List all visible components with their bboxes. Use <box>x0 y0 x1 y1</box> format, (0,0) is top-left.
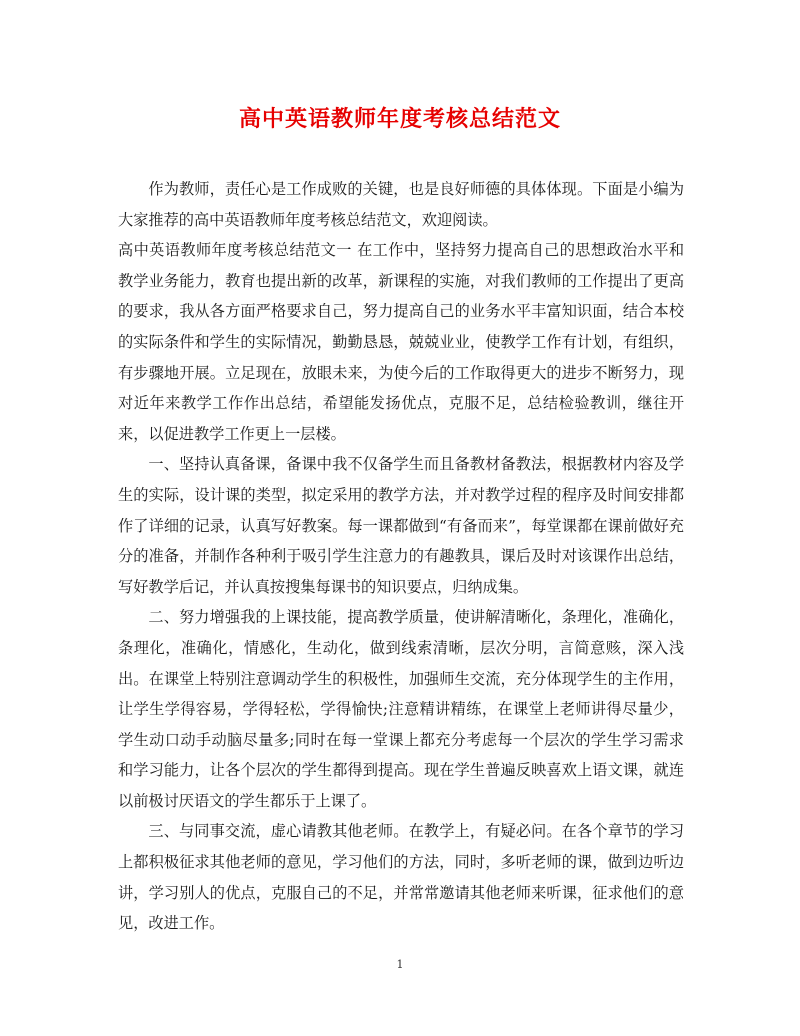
document-body <box>118 174 684 939</box>
page-number: 1 <box>396 958 404 971</box>
point-two-paragraph: 二、努力增强我的上课技能，提高教学质量，使讲解清晰化，条理化，准确化，条理化，准确化，情感化，生动化，做到线索清晰，层次分明，言简意赅，深入浅出。在课堂上特别注意调动学生的积极性，加强师生交流，充分体现学生的主作用，让学生学得容易，学得轻松，学得愉快;注意精讲精练，在课堂上老师讲得尽量少，学生动口动手动脑尽量多;同时在每一堂课上都充分考虑每一个层次的学生学习需求和学习能力，让各个层次的学生都得到提高。现在学生普遍反映喜欢上语文课，就连以前极讨厌语文的学生都乐于上课了。 <box>118 608 684 810</box>
point-one-paragraph: 一、坚持认真备课，备课中我不仅备学生而且备教材备教法，根据教材内容及学生的实际，设计课的类型，拟定采用的教学方法，并对教学过程的程序及时间安排都作了详细的记录，认真写好教案。每一课都做到“有备而来”，每堂课都在课前做好充分的准备，并制作各种利于吸引学生注意力的有趣教具，课后及时对该课作出总结，写好教学后记，并认真按搜集每课书的知识要点，归纳成集。 <box>118 455 684 596</box>
section-heading: 高中英语教师年度考核总结范文一 <box>118 241 352 260</box>
section-paragraph <box>118 235 684 449</box>
intro-paragraph: 作为教师，责任心是工作成败的关键，也是良好师德的具体体现。下面是小编为大家推荐的高中英语教师年度考核总结范文，欢迎阅读。 <box>118 180 684 229</box>
section-paragraph-text: 在工作中，坚持努力提高自己的思想政治水平和教学业务能力，教育也提出新的改革，新课程的实施，对我们教师的工作提出了更高的要求，我从各方面严格要求自己，努力提高自己的业务水平丰富知识面，结合本校的实际条件和学生的实际情况，勤勤恳恳，兢兢业业，使教学工作有计划，有组织，有步骤地开展。立足现在，放眼未来，为使今后的工作取得更大的进步不断努力，现对近年来教学工作作出总结，希望能发扬优点，克服不足，总结检验教训，继往开来，以促进教学工作更上一层楼。 <box>118 241 685 443</box>
page-title: 高中英语教师年度考核总结范文 <box>238 106 561 132</box>
point-three-paragraph: 三、与同事交流，虚心请教其他老师。在教学上，有疑必问。在各个章节的学习上都积极征求其他老师的意见，学习他们的方法，同时，多听老师的课，做到边听边讲，学习别人的优点，克服自己的不足，并常常邀请其他老师来听课，征求他们的意见，改进工作。 <box>118 822 684 933</box>
